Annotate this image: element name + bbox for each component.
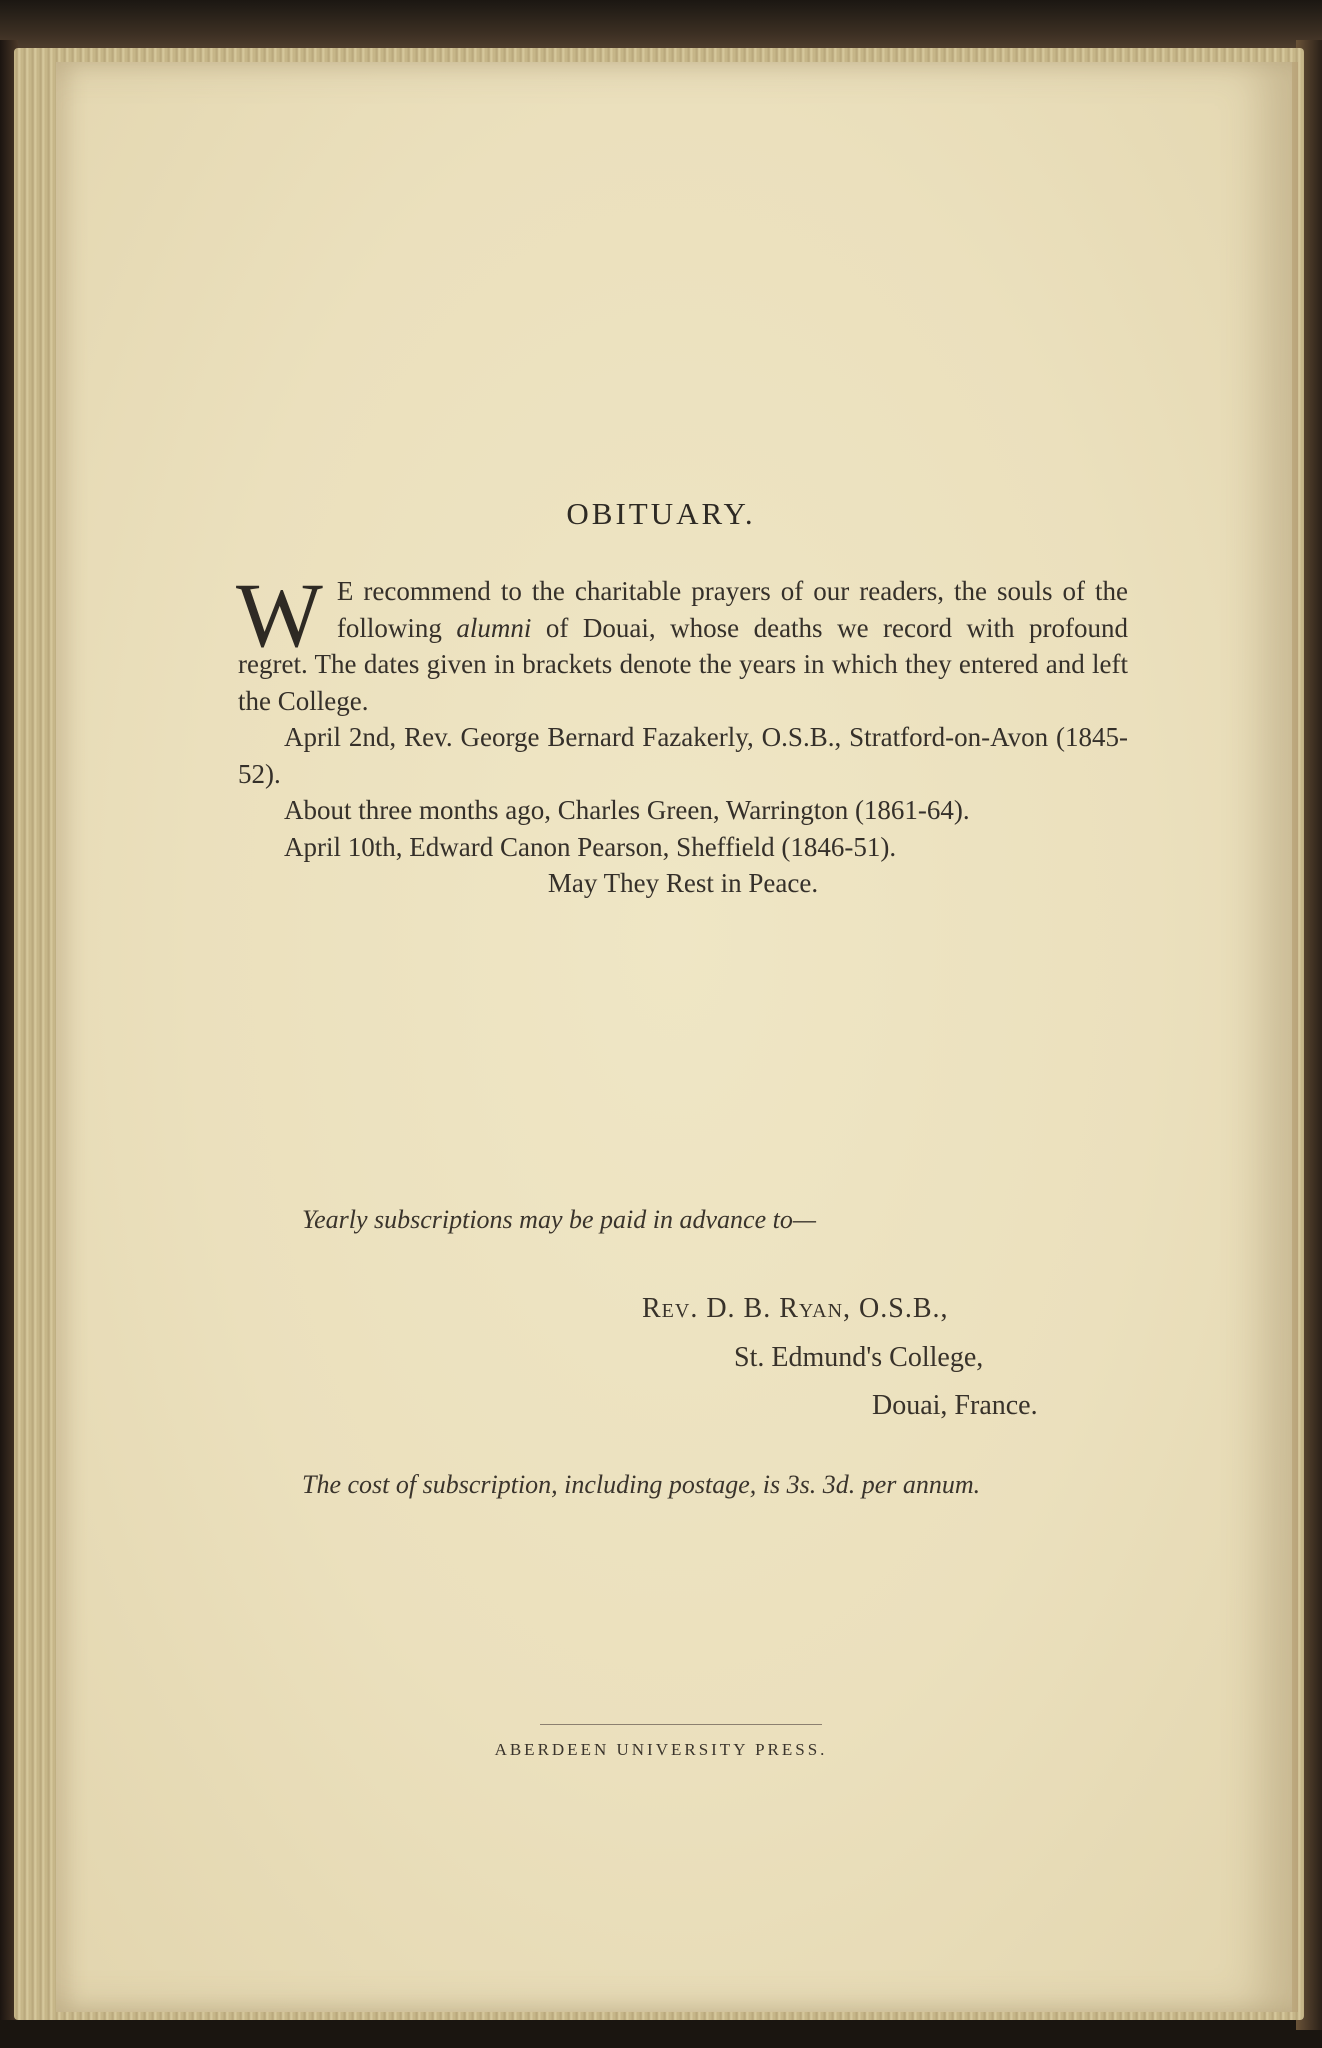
obituary-entry: April 2nd, Rev. George Bernard Fazakerly, O.S.B., Stratford-on-Avon (1845-52). bbox=[238, 722, 1128, 789]
address-college: St. Edmund's College, bbox=[734, 1342, 984, 1373]
address-name: Rev. D. B. Ryan, O.S.B., bbox=[642, 1293, 949, 1324]
obituary-entry: About three months ago, Charles Green, Warrington (1861-64). bbox=[284, 795, 970, 825]
cost-note: The cost of subscription, including postage, is 3s. 3d. per annum. bbox=[302, 1470, 981, 1499]
address-city: Douai, France. bbox=[872, 1390, 1038, 1421]
intro-cap-rest: E bbox=[336, 576, 354, 606]
subscription-note: Yearly subscriptions may be paid in advance to— bbox=[302, 1205, 816, 1234]
obituary-intro bbox=[236, 564, 1128, 902]
intro-text-1: recommend to the charitable prayers of our readers, the souls of the following bbox=[336, 576, 1128, 643]
closing-line: May They Rest in Peace. bbox=[547, 868, 819, 898]
divider-rule bbox=[540, 1724, 822, 1725]
drop-cap: W bbox=[236, 564, 323, 666]
page-title: OBITUARY. bbox=[566, 496, 756, 531]
intro-text-2: of Douai, whose deaths we record with profound regret. The dates given in brackets denote the years in which they entered and left the College. bbox=[238, 612, 1128, 716]
obituary-entry: April 10th, Edward Canon Pearson, Sheffield (1846-51). bbox=[284, 831, 897, 862]
intro-italic-word: alumni bbox=[456, 612, 532, 643]
printer-imprint: ABERDEEN UNIVERSITY PRESS. bbox=[494, 1740, 828, 1759]
book-page bbox=[56, 62, 1292, 2012]
